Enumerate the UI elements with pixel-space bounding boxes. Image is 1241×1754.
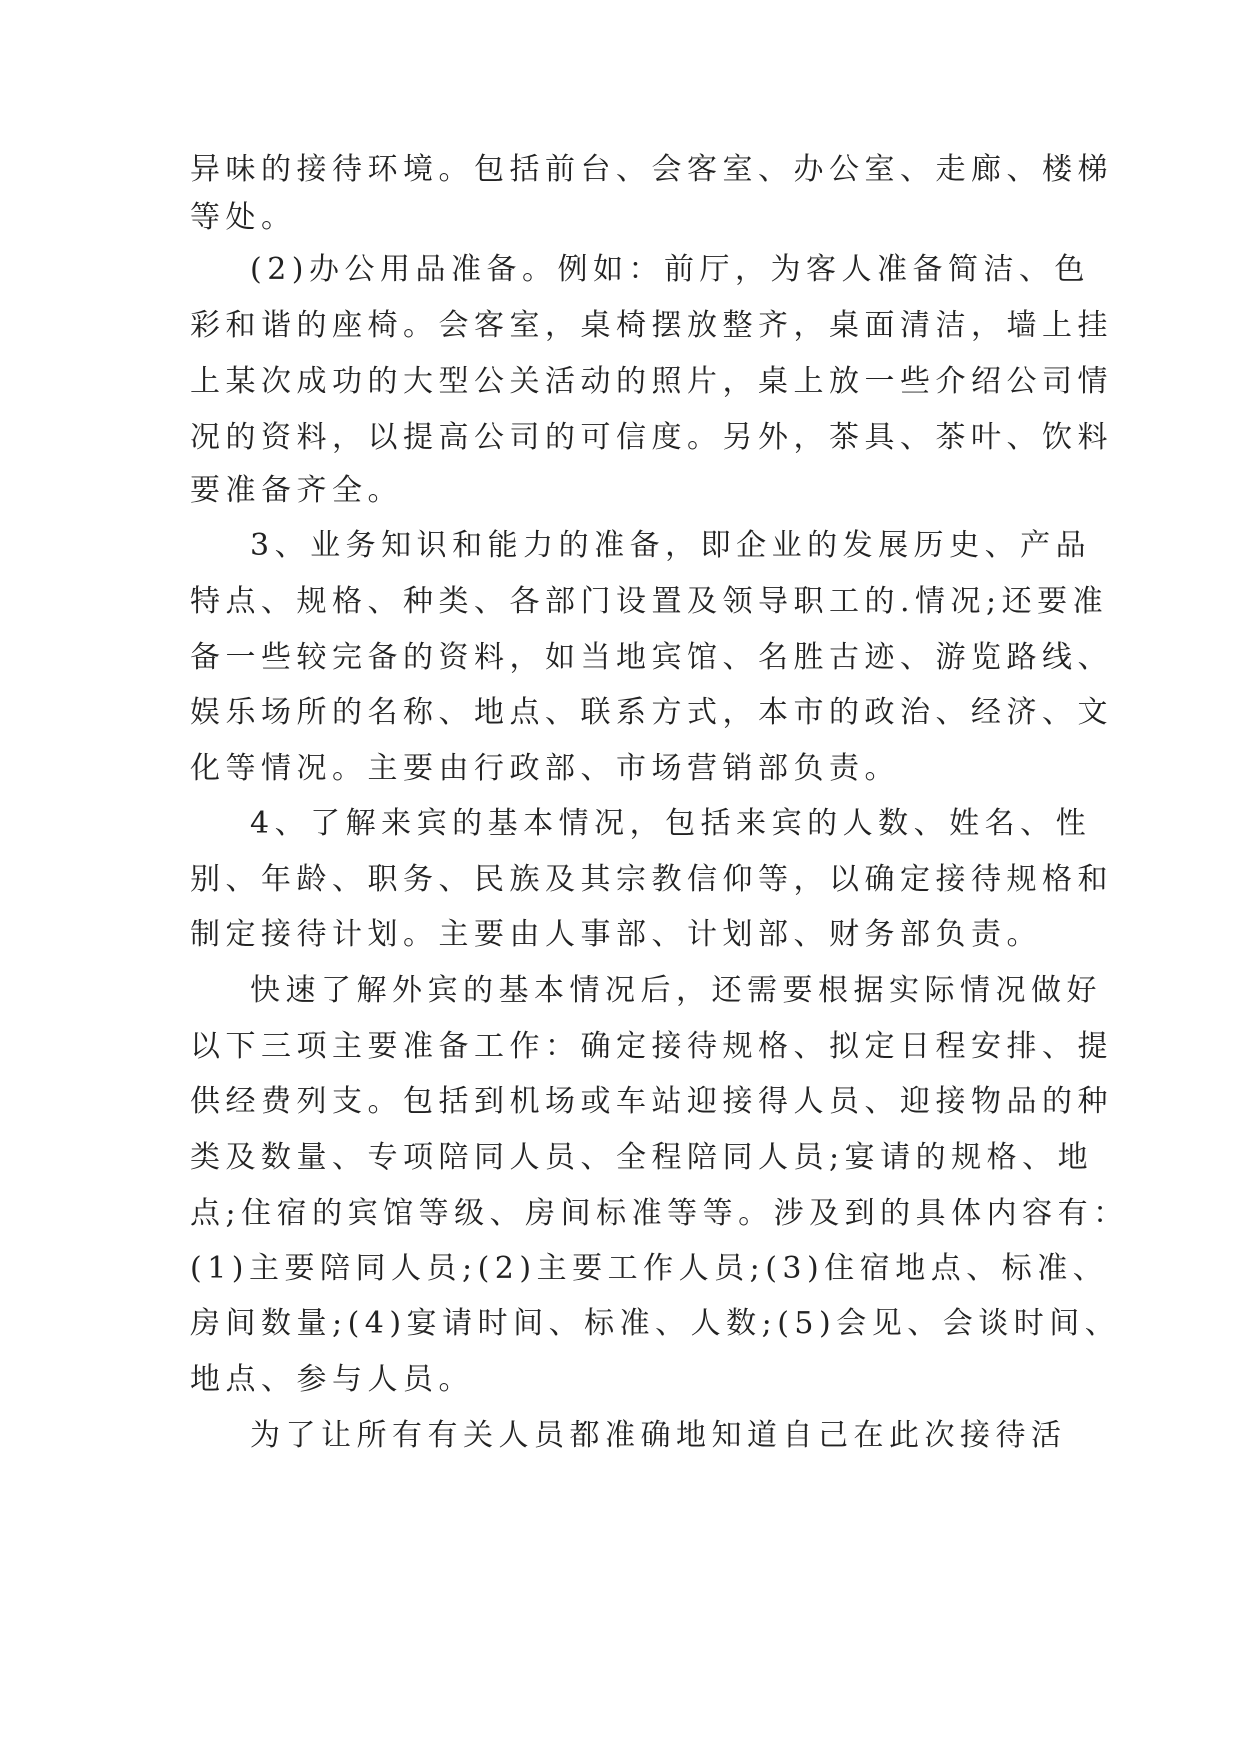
text-line: 地点、参与人员。 [190,1362,474,1397]
text-line: 况的资料，以提高公司的可信度。另外，茶具、茶叶、饮料 [190,420,1113,455]
paragraph-start-line: 3、业务知识和能力的准备，即企业的发展历史、产品 [250,528,1092,563]
text-line: 特点、规格、种类、各部门设置及领导职工的.情况;还要准 [190,584,1109,619]
text-line: 供经费列支。包括到机场或车站迎接得人员、迎接物品的种 [190,1084,1113,1119]
text-line: 点;住宿的宾馆等级、房间标准等等。涉及到的具体内容有： [190,1196,1129,1231]
paragraph-start-line: 4、了解来宾的基本情况，包括来宾的人数、姓名、性 [250,806,1092,841]
paragraph-start-line: (2)办公用品准备。例如：前厅，为客人准备简洁、色 [250,252,1090,287]
text-line: 彩和谐的座椅。会客室，桌椅摆放整齐，桌面清洁，墙上挂 [190,308,1113,343]
text-line: 备一些较完备的资料，如当地宾馆、名胜古迹、游览路线、 [190,640,1113,675]
text-line: 别、年龄、职务、民族及其宗教信仰等，以确定接待规格和 [190,862,1113,897]
text-line: 制定接待计划。主要由人事部、计划部、财务部负责。 [190,917,1042,952]
text-line: 房间数量;(4)宴请时间、标准、人数;(5)会见、会谈时间、 [190,1306,1121,1341]
text-line: 等处。 [190,200,297,235]
text-line: 娱乐场所的名称、地点、联系方式，本市的政治、经济、文 [190,695,1113,730]
text-line: 以下三项主要准备工作：确定接待规格、拟定日程安排、提 [190,1029,1113,1064]
text-line: 上某次成功的大型公关活动的照片，桌上放一些介绍公司情 [190,364,1113,399]
text-line: 要准备齐全。 [190,473,403,508]
text-line: 异味的接待环境。包括前台、会客室、办公室、走廊、楼梯 [190,152,1113,187]
text-line: 类及数量、专项陪同人员、全程陪同人员;宴请的规格、地 [190,1140,1094,1175]
paragraph-start-line: 快速了解外宾的基本情况后，还需要根据实际情况做好 [250,973,1102,1008]
paragraph-start-line: 为了让所有有关人员都准确地知道自己在此次接待活 [250,1418,1067,1453]
text-line: 化等情况。主要由行政部、市场营销部负责。 [190,751,900,786]
text-line: (1)主要陪同人员;(2)主要工作人员;(3)住宿地点、标准、 [190,1251,1109,1286]
